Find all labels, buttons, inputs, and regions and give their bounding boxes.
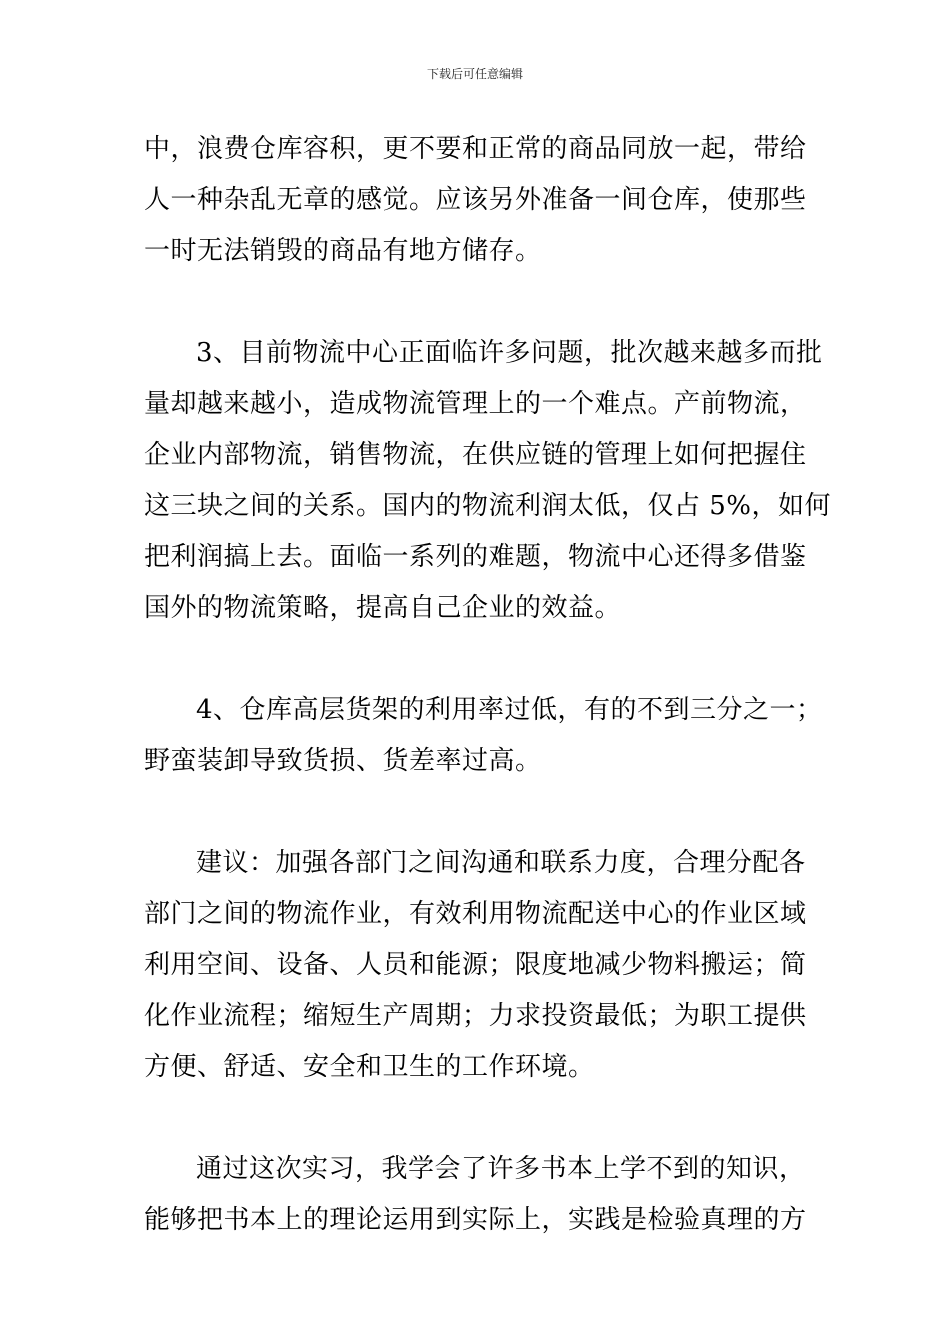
paragraph-item-4	[144, 685, 823, 787]
text-line: 部门之间的物流作业，有效利用物流配送中心的作业区域	[144, 899, 807, 929]
text-line: 化作业流程；缩短生产周期；力求投资最低；为职工提供	[144, 1001, 807, 1031]
paragraph-gap	[144, 787, 807, 838]
header-note: 下载后可任意编辑	[426, 67, 523, 81]
text-line: 能够把书本上的理论运用到实际上，实践是检验真理的方	[144, 1205, 807, 1235]
text-line: 通过这次实习，我学会了许多书本上学不到的知识，	[196, 1154, 806, 1184]
text-line: 方便、舒适、安全和卫生的工作环境。	[144, 1052, 595, 1082]
text-line: 建议：加强各部门之间沟通和联系力度，合理分配各	[196, 848, 806, 878]
paragraph-item-3	[144, 328, 832, 634]
text-line: 一时无法销毁的商品有地方储存。	[144, 236, 542, 266]
paragraph-conclusion	[144, 1144, 807, 1246]
text-line: 把利润搞上去。面临一系列的难题，物流中心还得多借鉴	[144, 542, 807, 572]
document-body	[144, 124, 832, 1246]
text-line: 3、目前物流中心正面临许多问题，批次越来越多而批	[196, 338, 823, 368]
paragraph-gap	[144, 634, 807, 685]
text-line: 中，浪费仓库容积，更不要和正常的商品同放一起，带给	[144, 134, 807, 164]
text-line: 国外的物流策略，提高自己企业的效益。	[144, 593, 622, 623]
paragraph-gap	[144, 277, 807, 328]
text-line: 野蛮装卸导致货损、货差率过高。	[144, 746, 542, 776]
text-line: 人一种杂乱无章的感觉。应该另外准备一间仓库，使那些	[144, 185, 807, 215]
text-line: 利用空间、设备、人员和能源；限度地减少物料搬运；简	[144, 950, 807, 980]
text-line: 4、仓库高层货架的利用率过低，有的不到三分之一；	[196, 695, 823, 725]
paragraph-continued	[144, 124, 807, 277]
text-line: 这三块之间的关系。国内的物流利润太低，仅占 5%，如何	[144, 491, 832, 521]
paragraph-suggestion	[144, 838, 807, 1093]
paragraph-gap	[144, 1093, 807, 1144]
text-line: 企业内部物流，销售物流，在供应链的管理上如何把握住	[144, 440, 807, 470]
text-line: 量却越来越小，造成物流管理上的一个难点。产前物流，	[144, 389, 807, 419]
